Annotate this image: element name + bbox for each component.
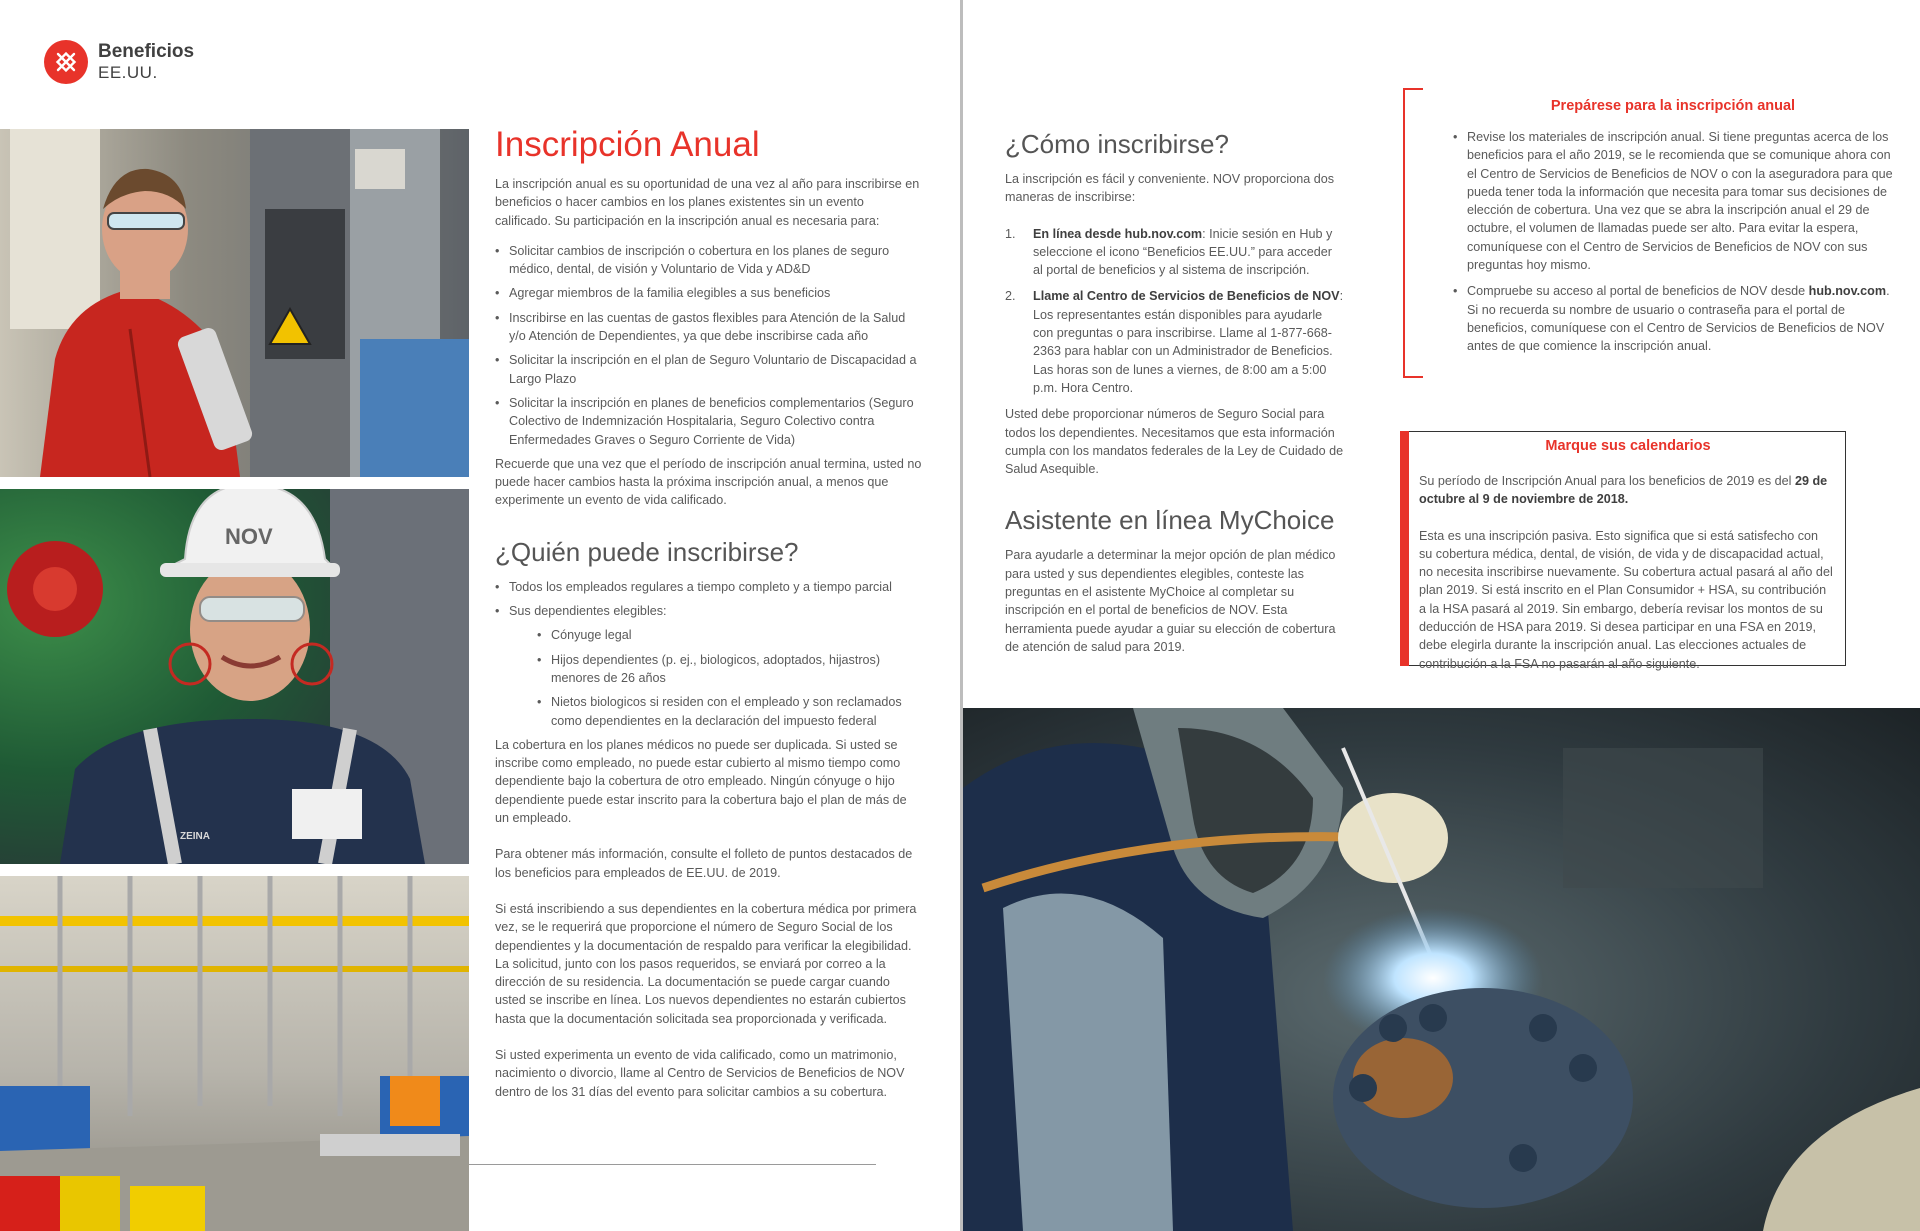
photo-worker-red-coverall: [0, 129, 469, 477]
dependents-list: [509, 626, 923, 729]
list-item: • Todos los empleados regulares a tiempo completo y a tiempo parcial: [509, 578, 923, 596]
step-text: : Los representantes están disponibles para ayudarle con preguntas o para inscribirse. Llame al 1-877-668-2363 para hablar con un Administrador de Beneficios. Las horas son de lunes a viernes, de 8:00 am a 5:00 p.m. Hora Centro.: [1033, 289, 1344, 395]
who-heading: ¿Quién puede inscribirse?: [495, 536, 799, 567]
list-item-label: Sus dependientes elegibles:: [509, 604, 667, 619]
right-text-column: [1005, 128, 1345, 674]
step-number: 2.: [1005, 289, 1016, 304]
benefits-logo-icon: [44, 40, 88, 84]
list-item: [1005, 287, 1345, 397]
after-needs-paragraph: Recuerde que una vez que el período de inscripción anual termina, usted no puede hacer cambios hasta la próxima inscripción anual, a menos que experimente un evento de vida calificado.: [495, 456, 922, 508]
prepare-callout: [1403, 88, 1893, 378]
dependents-verification-paragraph: Si está inscribiendo a sus dependientes en la cobertura médica por primera vez, se le requerirá que proporcione el número de Seguro Social de los dependientes y la documentación de respaldo para verificar la elegibilidad. La solicitud, junto con los pasos requeridos, se enviará por correo a la dirección de su residencia. La documentación se puede cargar cuando usted se inscribe en línea. Los nuevos dependientes no estarán cubiertos hasta que la documentación solicitada sea proporcionada y verificada.: [495, 901, 917, 1026]
photo-factory-floor: [0, 876, 469, 1231]
list-item: • Agregar miembros de la familia elegibles a sus beneficios: [509, 284, 923, 302]
list-item: • Inscribirse en las cuentas de gastos flexibles para Atención de la Salud y/o Atención de Dependientes, ya que debe inscribirse cada año: [509, 309, 923, 346]
prepare-title: Prepárese para la inscripción anual: [1550, 98, 1796, 114]
enroll-steps-list: [1005, 225, 1345, 398]
hub-link-text: hub.nov.com: [1808, 284, 1887, 299]
how-heading: ¿Cómo inscribirse?: [1005, 129, 1229, 159]
badge-name-text: ZEINA: [180, 831, 210, 842]
passive-enrollment-paragraph: Esta es una inscripción pasiva. Esto significa que si está satisfecho con su cobertura médica, dental, de visión, de vida y de discapacidad actual, no necesita inscribirse nuevamente. Su cobertura actual pasará al año del plan 2019. Si está inscrito en el Plan Consumidor + HSA, su contribución a la HSA pasará al 2019. Sin embargo, debería revisar los montos de su deducción de HSA para 2019. Si desea participar en una FSA en 2019, debe elegirla durante la inscripción anual. Las elecciones actuales de contribución a la FSA no pasarán al año siguiente.: [1419, 528, 1833, 671]
calendar-callout: [1400, 431, 1846, 671]
photo-welder: [963, 708, 1920, 1231]
divider-rule: [469, 1164, 876, 1165]
step-number: 1.: [1005, 226, 1016, 241]
page-title: Inscripción Anual: [495, 125, 760, 164]
ssn-note: Usted debe proporcionar números de Seguro Social para todos los dependientes. Necesitamos que esta información cumpla con los mandatos federales de la Ley de Cuidado de Salud Asequible.: [1005, 407, 1344, 477]
callout-accent-bar: [1400, 431, 1409, 666]
list-item: • Compruebe su acceso al portal de beneficios de NOV desde hub.nov.com. Si no recuerda su nombre de usuario o contraseña para el portal de beneficios, comuníquese con el Centro de Servicios de Beneficios de NOV antes de que comience la inscripción anual.: [1453, 282, 1893, 355]
list-item: • Solicitar la inscripción en planes de beneficios complementarios (Seguro Colectivo de Indemnización Hospitalaria, Seguro Colectivo contra Enfermedades Graves o Seguro Corriente de Vida): [509, 394, 923, 449]
life-event-paragraph: Si usted experimenta un evento de vida calificado, como un matrimonio, nacimiento o divorcio, llame al Centro de Servicios de Beneficios de NOV dentro de los 31 días del evento para solicitar cambios a su cobertura.: [495, 1047, 905, 1099]
calendar-dates-paragraph: Su período de Inscripción Anual para los beneficios de 2019 es del 29 de octubre al 9 de noviembre de 2018.: [1419, 474, 1828, 507]
calendar-title: Marque sus calendarios: [1545, 438, 1711, 454]
enrollment-dates: 29 de octubre al 9 de noviembre de 2018.: [1419, 474, 1828, 507]
step-text: : Inicie sesión en Hub y seleccione el icono “Beneficios EE.UU.” para acceder al portal de beneficios y al sistema de inscripción.: [1033, 226, 1333, 278]
step-title: En línea desde hub.nov.com: [1033, 226, 1203, 241]
mychoice-heading: Asistente en línea MyChoice: [1005, 505, 1335, 536]
brand-header: [44, 40, 194, 84]
coverage-paragraph: La cobertura en los planes médicos no puede ser duplicada. Si usted se inscribe como empleado, no puede estar cubierto al mismo tiempo como dependiente bajo la cobertura de otro empleado. Ningún cónyuge o hijo dependiente puede estar inscrito para la cobertura bajo el plan de más de un empleado.: [495, 737, 907, 826]
step-title: Llame al Centro de Servicios de Beneficios de NOV: [1033, 289, 1340, 304]
more-info-paragraph: Para obtener más información, consulte el folleto de puntos destacados de los beneficios para empleados de EE.UU. de 2019.: [495, 847, 913, 880]
list-item: • Hijos dependientes (p. ej., biologicos, adoptados, hijastros) menores de 26 años: [551, 651, 923, 688]
callout-bracket: [1403, 88, 1423, 378]
brand-subtitle: EE.UU.: [98, 63, 158, 82]
how-intro: La inscripción es fácil y conveniente. NOV proporciona dos maneras de inscribirse:: [1005, 172, 1335, 205]
list-item: • Solicitar cambios de inscripción o cobertura en los planes de seguro médico, dental, de visión y Voluntario de Vida y AD&D: [509, 242, 923, 279]
list-item: • Revise los materiales de inscripción anual. Si tiene preguntas acerca de los beneficios para el año 2019, se le recomienda que se comunique ahora con el Centro de Servicios de Beneficios de NOV o con la aseguradora para que pueda tener toda la información que necesita para tomar sus decisiones de elección de cobertura. Una vez que se abra la inscripción anual el 29 de octubre, el volumen de llamadas puede ser alto. Para evitar la espera, comuníquese con el Centro de Servicios de Beneficios de NOV con sus preguntas hoy mismo.: [1453, 128, 1893, 274]
right-page: [963, 0, 1920, 1231]
list-item: • Nietos biologicos si residen con el empleado y son reclamados como dependientes en la declaración del impuesto federal: [551, 693, 923, 730]
mychoice-paragraph: Para ayudarle a determinar la mejor opción de plan médico para usted y sus dependientes elegibles, conteste las preguntas en el asistente MyChoice al completar su inscripción en el portal de beneficios de NOV. Esta herramienta puede ayudar a guiar su elección de cobertura de atención de salud para 2019.: [1005, 548, 1336, 654]
brand-title: Beneficios: [98, 41, 195, 62]
prepare-list: [1453, 128, 1893, 364]
list-item: • Cónyuge legal: [551, 626, 923, 644]
list-item: [509, 602, 923, 730]
helmet-logo-text: NOV: [225, 524, 273, 549]
intro-paragraph: La inscripción anual es su oportunidad de una vez al año para inscribirse en beneficios o hacer cambios en los planes existentes sin un evento calificado. Su participación en la inscripción anual es necesaria para:: [495, 177, 920, 228]
list-item: [1005, 225, 1345, 280]
left-text-column: [495, 125, 923, 1119]
who-list: [495, 578, 923, 730]
needs-list: [495, 242, 923, 449]
photo-worker-hard-hat: [0, 489, 469, 864]
list-item: • Solicitar la inscripción en el plan de Seguro Voluntario de Discapacidad a Largo Plazo: [509, 351, 923, 388]
